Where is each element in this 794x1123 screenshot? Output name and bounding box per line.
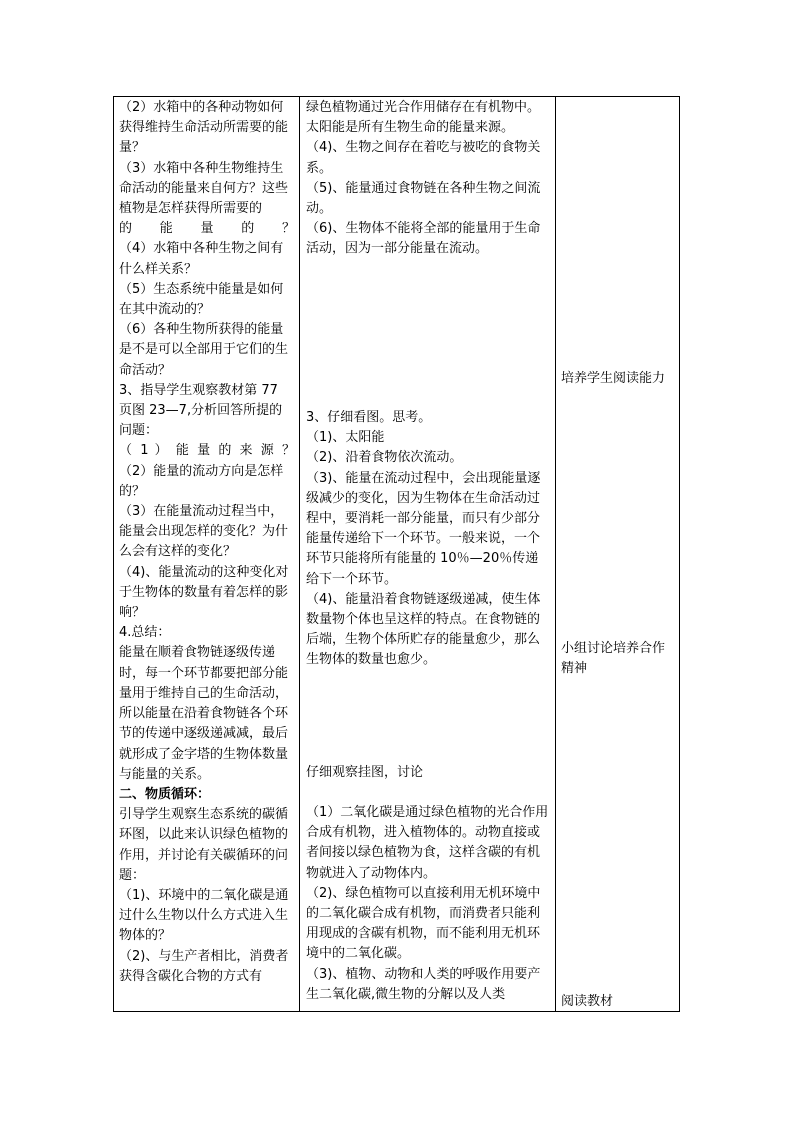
carbon-question-1: （1)、环境中的二氧化碳是通过什么生物以什么方式进入生物体的？	[119, 887, 289, 944]
question-energy-change: （3）在能量流动过程当中，能量会出现怎样的变化？为什么会有这样的变化？	[119, 504, 289, 560]
question-3: （3）水箱中各种生物维持生命活动的能量来自何方？这些植物是怎样获得所需要的	[119, 160, 289, 217]
student-activity-block-4	[306, 803, 550, 1005]
carbon-cycle-instruction: 引导学生观察生态系统的碳循环图，以此来认识绿色植物的作用，并讨论有关碳循环的问题：	[119, 807, 289, 883]
teacher-activity-block-1	[119, 98, 295, 987]
carbon-question-2: （2)、与生产者相比，消费者获得含碳化合物的方式有	[119, 948, 289, 984]
carbon-answer-1: （1）二氧化碳是通过绿色植物的光合作用合成有机物，进入植物体的。动物直接或者间接以绿色植物为食，这样含碳的有机物就进入了动物体内。	[306, 805, 549, 881]
summary-text: 能量在顺着食物链逐级传递时，每一个环节都要把部分能量用于维持自己的生命活动，所以能量在沿着食物链各个环节的传递中逐级递减减，最后就形成了金字塔的生物体数量与能量的关系。	[119, 645, 289, 782]
answer-population-effect: （4)、能量沿着食物链逐级递减，使生体数量物个体也呈这样的特点。在食物链的后端，生物个体所贮存的能量愈少，那么生物体的数量也愈少。	[306, 591, 541, 668]
answer-flow-direction: （2)、沿着食物依次流动。	[306, 450, 463, 466]
observe-heading: 3、仔细看图。思考。	[306, 410, 432, 425]
student-activity-column	[300, 97, 556, 1011]
note-group-discussion: 小组讨论培养合作精神	[561, 641, 666, 677]
question-energy-source: （ 1 ） 能 量 的 来 源 ？	[119, 443, 295, 459]
question-3-continued: 的 能 量 的 ？	[119, 221, 295, 237]
student-activity-block-1	[306, 98, 550, 260]
question-population-effect: （4)、能量流动的这种变化对于生物体的数量有着怎样的影响？	[119, 564, 289, 621]
carbon-answer-3: （3)、植物、动物和人类的呼吸作用要产生二氧化碳,微生物的分解以及人类	[306, 966, 541, 1002]
question-flow-direction: （2）能量的流动方向是怎样的？	[119, 463, 284, 499]
summary-heading: 4.总结：	[119, 625, 171, 641]
lesson-table	[113, 96, 680, 1012]
section-heading-matter-cycle: 二、物质循环：	[119, 786, 211, 802]
answer-6: （6)、生物体不能将全部的能量用于生命活动，因为一部分能量在流动。	[306, 221, 541, 257]
student-activity-block-3	[306, 763, 550, 783]
question-6: （6）各种生物所获得的能量是不是可以全部用于它们的生命活动？	[119, 322, 289, 378]
answer-5: （5)、能量通过食物链在各种生物之间流动。	[306, 180, 541, 217]
teacher-activity-column	[114, 97, 300, 1011]
question-2: （2）水箱中的各种动物如何获得维持生命活动所需要的能量？	[119, 100, 289, 156]
carbon-answer-2: （2)、绿色植物可以直接利用无机环境中的二氧化碳合成有机物，而消费者只能利用现成的含碳有机物，而不能利用无机环境中的二氧化碳。	[306, 885, 541, 962]
note-reading-ability: 培养学生阅读能力	[561, 371, 666, 386]
question-4: （4）水箱中各种生物之间有什么样关系？	[119, 241, 284, 277]
answer-energy-source: （1)、太阳能	[306, 430, 385, 446]
observe-chart-discuss: 仔细观察挂图，讨论	[306, 765, 424, 780]
question-5: （5）生态系统中能量是如何在其中流动的？	[119, 281, 284, 318]
design-intent-column	[556, 97, 681, 1011]
answer-2: 绿色植物通过光合作用储存在有机物中。太阳能是所有生物生命的能量来源。	[306, 100, 541, 136]
answer-4: （4)、生物之间存在着吃与被吃的食物关系。	[306, 140, 541, 176]
instruction-3: 3、指导学生观察教材第 77 页图 23—7,分析回答所提的问题：	[119, 382, 283, 439]
student-activity-block-2	[306, 408, 550, 671]
note-read-textbook: 阅读教材	[561, 994, 614, 1009]
answer-energy-change: （3)、能量在流动过程中，会出现能量逐级减少的变化，因为生物体在生命活动过程中，要消耗一部分能量，而只有少部分能量传递给下一个环节。一般来说，一个环节只能将所有能量的 10％—20％传递给下一个环节。	[306, 470, 541, 587]
